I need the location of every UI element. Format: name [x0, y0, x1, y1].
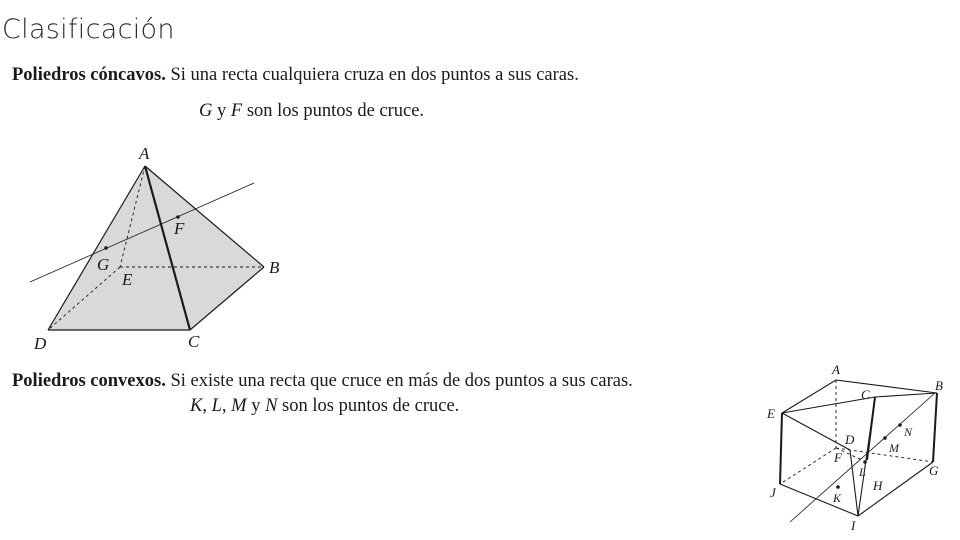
prism-label-a: A	[832, 362, 840, 377]
prism-secant-line	[790, 393, 935, 522]
label-b: B	[269, 258, 280, 277]
prism-label-f: F	[834, 450, 842, 465]
label-g: G	[97, 255, 110, 274]
point-m-ref: M	[231, 396, 247, 416]
section-title: Clasificación	[2, 14, 175, 45]
prism-label-b: B	[935, 378, 943, 393]
label-e: E	[122, 270, 133, 289]
connector-y: y	[212, 101, 231, 121]
label-c: C	[188, 332, 200, 351]
point-n-ref: N	[265, 396, 278, 416]
prism-label-h: H	[873, 478, 883, 493]
prism-label-e: E	[767, 406, 775, 421]
crossing-suffix: son los puntos de cruce.	[242, 101, 425, 121]
prism-label-g: G	[929, 463, 939, 478]
label-a: A	[139, 144, 150, 163]
point-m	[883, 436, 887, 440]
prism-label-k: K	[833, 491, 842, 505]
prism-label-l: L	[859, 465, 866, 479]
prism-label-c: C	[861, 387, 870, 402]
crossing-suffix-2: son los puntos de cruce.	[277, 396, 460, 416]
point-k	[836, 485, 840, 489]
point-l-ref: L	[211, 396, 222, 416]
convex-term: Poliedros convexos.	[12, 371, 166, 391]
prism-label-d: D	[845, 432, 855, 447]
label-f: F	[174, 219, 185, 238]
label-d: D	[34, 334, 47, 353]
connector-y-2: y	[246, 396, 266, 416]
prism-label-n: N	[904, 425, 913, 439]
convex-definition-text: Si existe una recta que cruce en más de dos puntos a sus caras.	[165, 371, 633, 391]
point-n	[898, 423, 902, 427]
prism-label-m: M	[889, 441, 899, 455]
prism-label-i: I	[851, 518, 856, 533]
prism-visible-edges	[780, 380, 937, 516]
prism-label-j: J	[770, 485, 776, 500]
comma-2: ,	[221, 396, 232, 416]
point-f-ref: F	[230, 101, 243, 121]
concave-definition-text: Si una recta cualquiera cruza en dos puntos a sus caras.	[165, 65, 579, 85]
comma-1: ,	[202, 396, 212, 416]
point-k-ref: K	[190, 396, 203, 416]
point-g-ref: G	[199, 101, 213, 121]
point-l	[863, 460, 867, 464]
concave-term: Poliedros cóncavos.	[12, 65, 166, 85]
